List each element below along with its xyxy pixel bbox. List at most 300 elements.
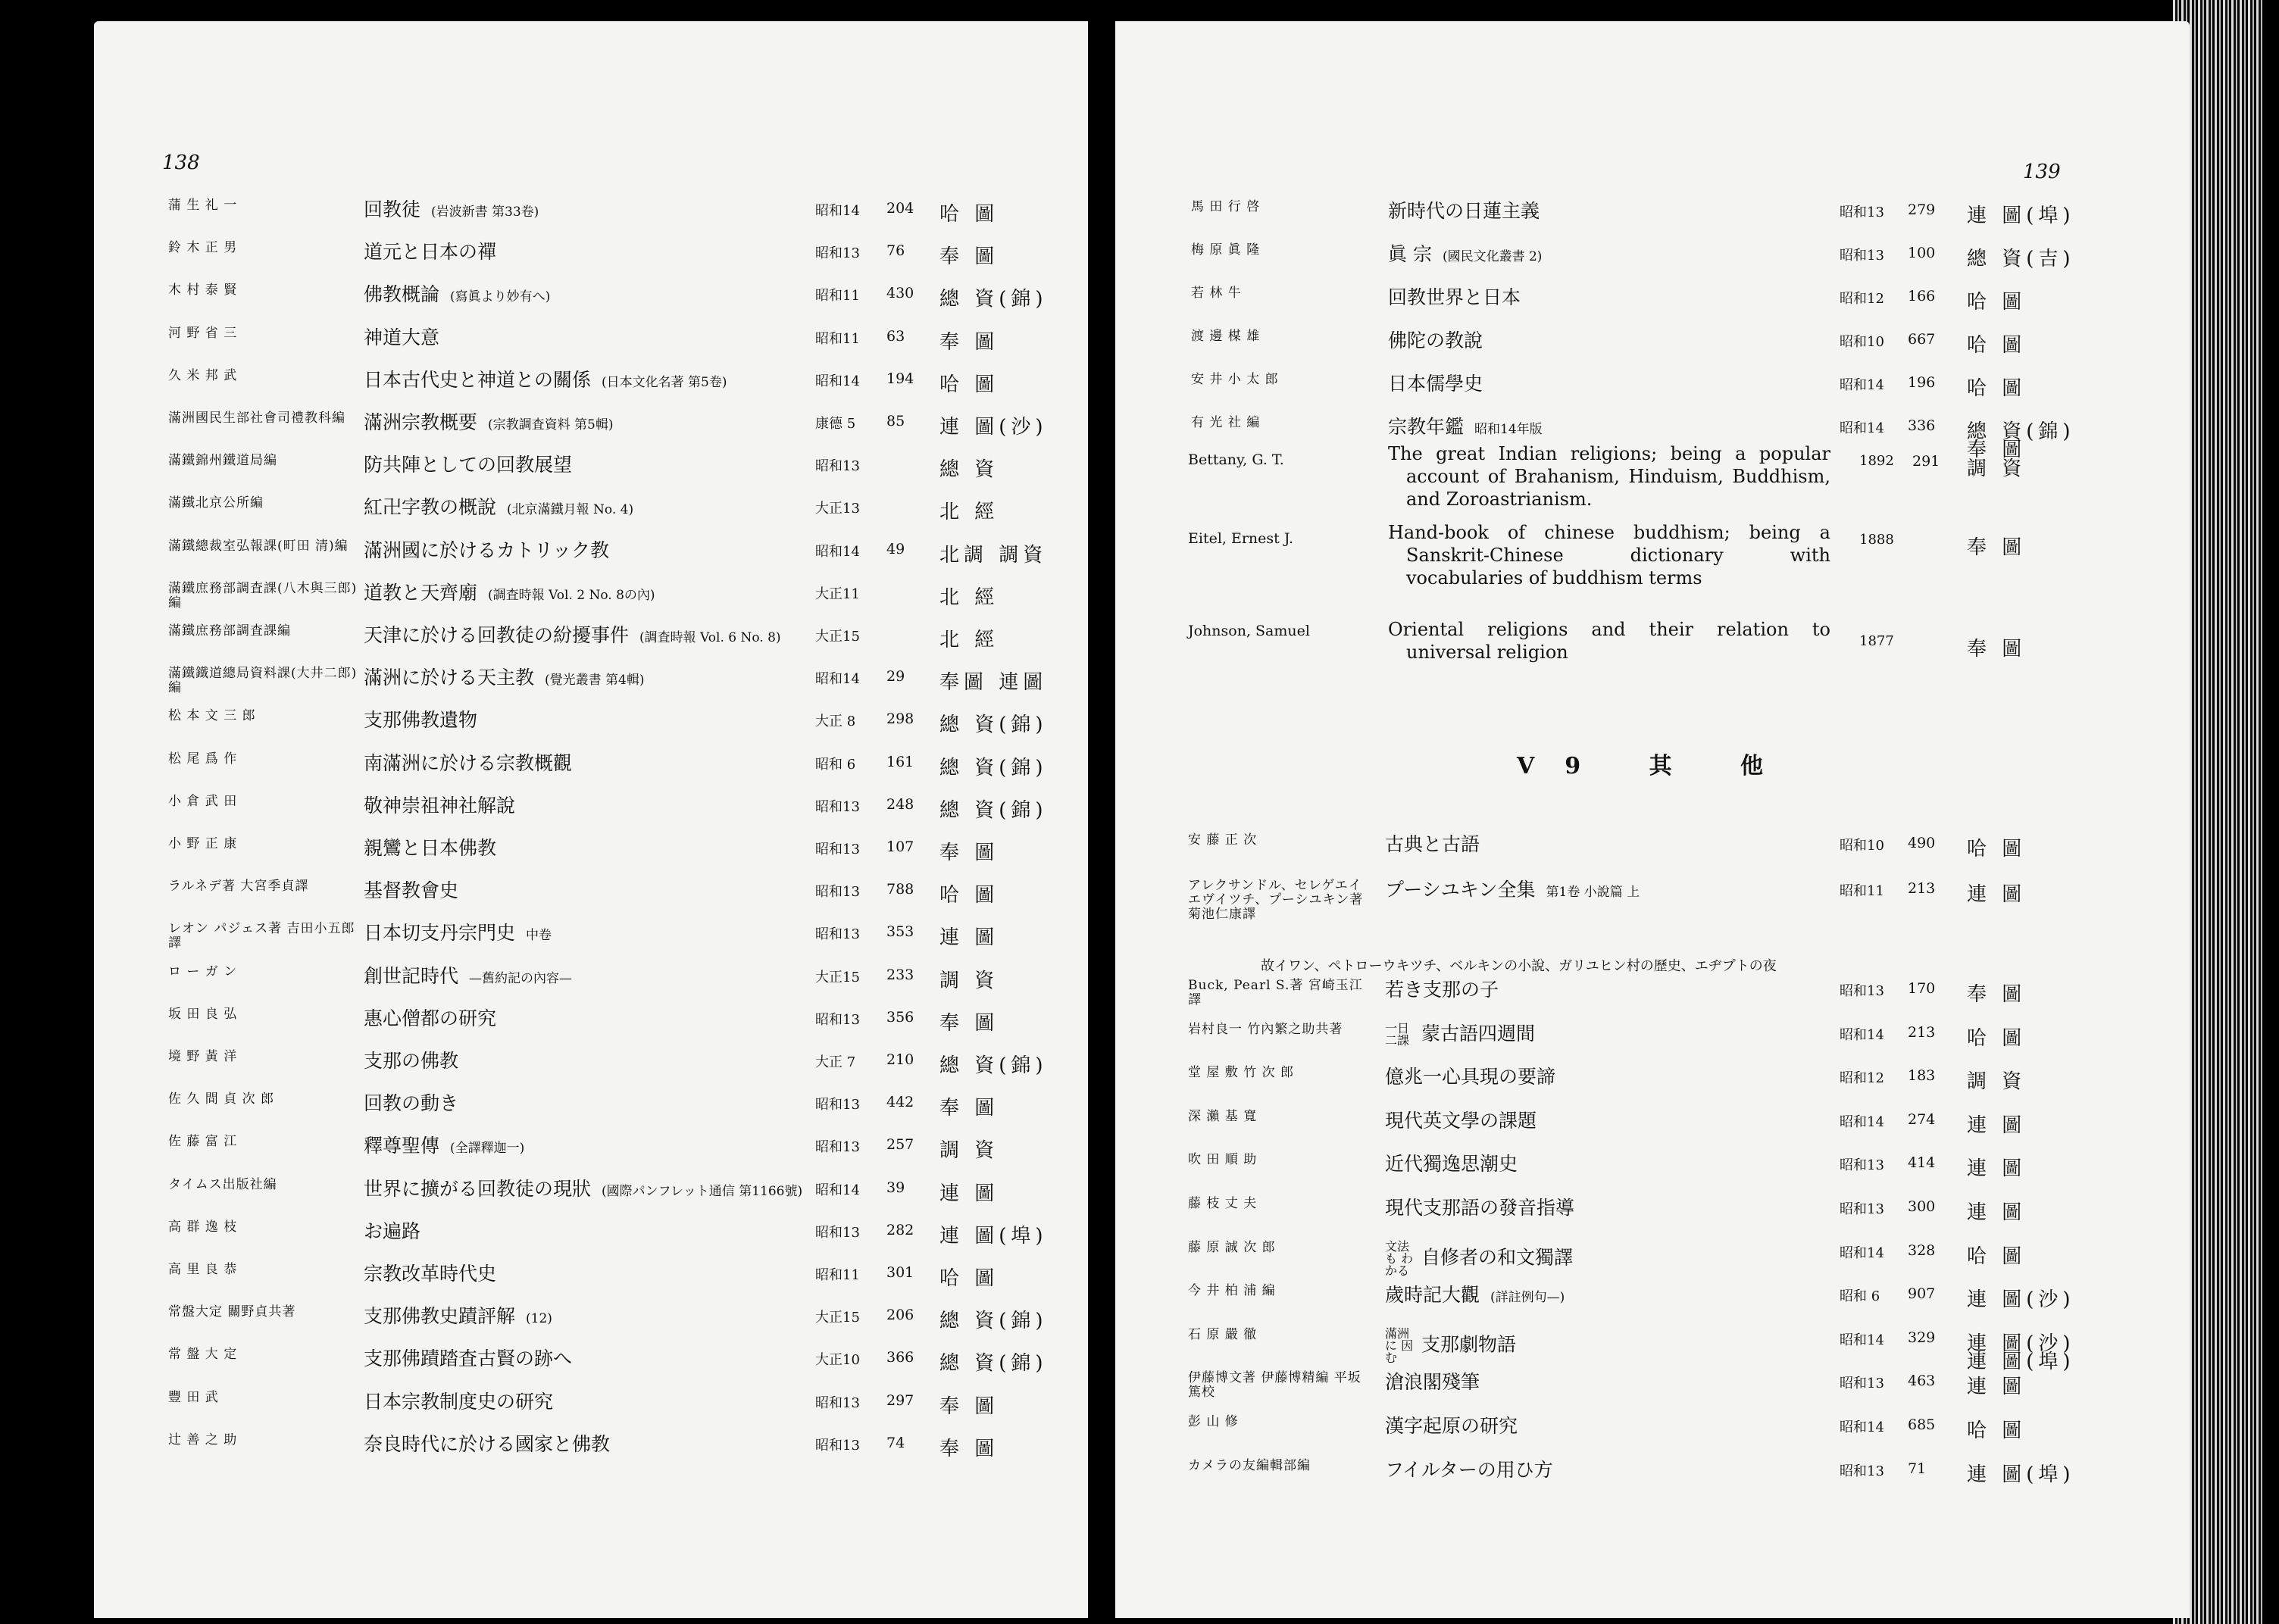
entry-pages: 430	[886, 285, 914, 302]
entry-location: 北 經	[939, 629, 999, 651]
entry-title	[364, 1433, 894, 1455]
entry-author: Bettany, G. T.	[1188, 451, 1284, 468]
entry-pages: 213	[1908, 880, 1936, 897]
entry-pages: 300	[1908, 1198, 1936, 1215]
entry-author: 佐 藤 富 江	[168, 1134, 238, 1150]
entry-year: 昭和11	[815, 1267, 860, 1283]
entry-title-text: 敬神崇祖神社解說	[364, 794, 516, 817]
entry-pages: 206	[886, 1307, 914, 1324]
entry-title	[364, 582, 894, 607]
entry-pages: 196	[1908, 374, 1936, 391]
entry-location: 總 資	[939, 458, 999, 482]
entry-title	[364, 624, 894, 649]
entry-author: Buck, Pearl S.著 宮崎玉江譯	[1188, 978, 1363, 1007]
entry-year: 昭和 6	[815, 756, 856, 773]
entry-year: 昭和13	[815, 884, 860, 901]
entry-author: 安 井 小 太 郎	[1191, 372, 1279, 387]
entry-location: 總 資(錦)	[939, 756, 1048, 779]
entry-title-note: (調査時報 Vol. 2 No. 8の內)	[488, 587, 655, 603]
entry-title	[1385, 1023, 1840, 1048]
entry-location: 調 資	[939, 1139, 999, 1163]
entry-year: 昭和14	[1840, 1419, 1884, 1435]
entry-year: 昭和13	[1840, 248, 1884, 264]
entry-pages: 907	[1908, 1285, 1936, 1303]
entry-pages: 74	[886, 1434, 905, 1451]
entry-title-text: プーシユキン全集	[1385, 879, 1536, 901]
entry-year: 昭和13	[1840, 1463, 1884, 1479]
entry-title-text: 創世記時代	[364, 964, 459, 987]
entry-location: 連 圖	[1967, 1201, 2027, 1224]
entry-location: 奉 圖	[939, 1097, 999, 1120]
entry-author: 滿鐵庶務部調査課(八木與三郎)編	[168, 580, 358, 611]
entry-title	[1385, 1238, 1840, 1278]
entry-title-text: 日本古代史と神道との關係	[364, 368, 592, 391]
entry-author: 高 里 良 恭	[168, 1262, 238, 1277]
entry-title-text: 滄浪閣殘筆	[1385, 1371, 1480, 1394]
entry-location: 奉 圖	[939, 1394, 999, 1418]
entry-title-text: 天津に於ける回教徒の紛擾事件	[364, 624, 630, 646]
entry-pages: 29	[886, 668, 905, 686]
entry-author: Eitel, Ernest J.	[1188, 530, 1294, 547]
entry-title	[364, 1348, 894, 1369]
page-number-right: 139	[2023, 161, 2061, 183]
entry-title-text: 支那佛蹟踏査古賢の跡へ	[364, 1348, 573, 1370]
entry-pages: 442	[886, 1094, 914, 1111]
entry-title-note: 昭和14年版	[1474, 422, 1543, 437]
entry-title: The great Indian religions; being a popular account of Brahanism, Hinduism, Buddhism, and Zoroastrianism.	[1388, 443, 1830, 510]
entry-title	[1388, 243, 1812, 268]
entry-title-text: お遍路	[364, 1220, 421, 1242]
entry-author: 藤 原 誠 次 郎	[1188, 1239, 1276, 1255]
entry-title	[364, 752, 894, 774]
entry-title	[1385, 1371, 1840, 1393]
entry-pages: 279	[1908, 201, 1936, 218]
entry-year: 1877	[1859, 633, 1894, 649]
entry-year: 大正 8	[815, 714, 856, 730]
entry-author: 辻 善 之 助	[168, 1432, 238, 1448]
entry-location: 總 資(吉)	[1967, 248, 2075, 270]
entry-title	[364, 539, 894, 561]
entry-author: Johnson, Samuel	[1188, 623, 1310, 639]
entry-author: 吹 田 順 助	[1188, 1152, 1258, 1168]
entry-title-note: (寫眞より妙有へ)	[450, 289, 551, 305]
entry-title-text: 日本儒學史	[1388, 373, 1483, 395]
entry-pages: 291	[1912, 453, 1940, 470]
entry-author: カメラの友編輯部編	[1188, 1457, 1311, 1473]
entry-year: 昭和12	[1840, 291, 1884, 307]
entry-location: 哈 圖	[1967, 334, 2027, 357]
entry-title	[364, 326, 894, 348]
entry-title-note: (北京滿鐵月報 No. 4)	[507, 502, 634, 518]
entry-title-text: 回教世界と日本	[1388, 286, 1521, 308]
entry-title	[1385, 1415, 1840, 1437]
entry-title-note: (詳註例句—)	[1490, 1290, 1565, 1306]
entry-year: 昭和13	[815, 458, 860, 475]
entry-title	[364, 837, 894, 859]
entry-year: 昭和10	[1840, 334, 1884, 350]
entry-title-note: (岩波新書 第33卷)	[431, 205, 539, 220]
entry-location: 奉 圖	[939, 1011, 999, 1035]
entry-author: アレクサンドル、セレゲエイエヴイツチ、プーシユキン著 菊池仁康譯	[1188, 878, 1364, 922]
section-heading: V9 其 他	[1517, 753, 1794, 779]
entry-year: 昭和13	[815, 245, 860, 262]
entry-location: 奉 圖	[939, 842, 999, 864]
entry-year: 昭和13	[815, 1011, 860, 1028]
entry-location: 連 圖	[1967, 1113, 2027, 1137]
entry-pages: 301	[886, 1264, 914, 1281]
entry-pages: 170	[1908, 980, 1936, 997]
entry-author: ロ ー ガ ン	[168, 963, 238, 979]
entry-pages: 248	[886, 795, 914, 813]
entry-pages: 366	[886, 1349, 914, 1366]
entry-title	[364, 879, 894, 901]
entry-title	[1385, 1328, 1840, 1364]
entry-title	[1388, 416, 1812, 441]
entry-author: 渡 邊 楳 雄	[1191, 329, 1261, 344]
entry-title-note: 第1卷 小說篇 上	[1546, 885, 1640, 900]
entry-author: 豐 田 武	[168, 1389, 219, 1405]
entry-author: 堂 屋 敷 竹 次 郎	[1188, 1065, 1295, 1081]
entry-title	[1385, 1284, 1840, 1309]
entry-title	[1385, 1197, 1840, 1219]
entry-location-2: 連 圖(埠)	[1967, 1350, 2075, 1373]
entry-author: 小 野 正 康	[168, 836, 238, 851]
entry-title-text: 佛陀の教說	[1388, 329, 1483, 351]
entry-author: 常 盤 大 定	[168, 1347, 238, 1363]
entry-location: 哈 圖	[939, 1267, 999, 1290]
entry-title-text: 奈良時代に於ける國家と佛教	[364, 1432, 611, 1455]
entry-year: 昭和14	[1840, 420, 1884, 436]
entry-pages: 336	[1908, 417, 1936, 434]
entry-title-text: 滿洲に於ける天主教	[364, 667, 535, 689]
entry-location: 奉圖 連圖	[939, 671, 1048, 695]
entry-year: 昭和13	[815, 1139, 860, 1156]
entry-title-note: (日本文化名著 第5卷)	[602, 374, 727, 390]
entry-title-text: 現代英文學の課題	[1385, 1109, 1537, 1132]
entry-title-text: 億兆一心具現の要諦	[1385, 1066, 1556, 1088]
entry-pages: 100	[1908, 245, 1936, 261]
entry-pages: 685	[1908, 1416, 1936, 1433]
entry-author: 松 本 文 三 郎	[168, 708, 256, 724]
entry-year: 昭和11	[1840, 883, 1884, 899]
entry-author: 蒲 生 礼 一	[168, 198, 238, 213]
entry-location: 哈 圖	[939, 373, 999, 396]
entry-pages: 210	[886, 1051, 914, 1068]
entry-year: 昭和 6	[1840, 1288, 1880, 1305]
entry-location: 奉 圖	[939, 330, 999, 354]
entry-location: 連 圖	[939, 926, 999, 950]
entry-author: 岩村良一 竹內繁之助共著	[1188, 1021, 1343, 1037]
entry-author: 木 村 泰 賢	[168, 283, 238, 298]
entry-title	[364, 1050, 894, 1072]
entry-author: 滿鐵總裁室弘報課(町田 清)編	[168, 538, 349, 554]
entry-title-text: 近代獨逸思潮史	[1385, 1153, 1518, 1176]
entry-title-prefix: 滿洲に 因 む	[1385, 1326, 1414, 1365]
left-page	[94, 21, 1088, 1618]
entry-title	[364, 369, 894, 394]
entry-location: 連 圖	[1967, 883, 2027, 906]
entry-pages: 356	[886, 1008, 914, 1026]
entry-year: 昭和13	[815, 842, 860, 857]
entry-title-text: 防共陣としての回教展望	[364, 454, 573, 476]
entry-year: 昭和14	[815, 373, 860, 389]
entry-title-text: 道元と日本の禪	[364, 241, 497, 264]
entry-year: 昭和10	[1840, 838, 1884, 854]
entry-title-text: 新時代の日蓮主義	[1388, 200, 1540, 222]
entry-location: 哈 圖	[939, 203, 999, 226]
entry-pages: 274	[1908, 1110, 1936, 1128]
entry-year: 昭和13	[1840, 1201, 1884, 1217]
entry-pages: 353	[886, 923, 914, 941]
entry-location: 奉 圖	[939, 1437, 999, 1460]
entry-pages: 71	[1908, 1460, 1927, 1477]
entry-title	[364, 709, 894, 731]
entry-location: 奉 圖	[1967, 638, 2027, 661]
entry-pages: 257	[886, 1136, 914, 1154]
entry-author: 深 瀨 基 寬	[1188, 1108, 1258, 1124]
entry-title	[364, 965, 894, 990]
entry-location: 調 資	[939, 969, 999, 992]
entry-location: 連 圖	[1967, 1376, 2027, 1399]
entry-year: 昭和11	[815, 288, 860, 304]
entry-pages: 166	[1908, 288, 1936, 304]
entry-location: 總 資(錦)	[939, 714, 1048, 737]
entry-title-text: 支那劇物語	[1421, 1333, 1517, 1356]
entry-location: 連 圖(埠)	[1967, 205, 2075, 227]
entry-title-text: フイルターの用ひ方	[1385, 1458, 1553, 1481]
entry-title	[364, 241, 894, 263]
entry-title-text: 基督教會史	[364, 879, 459, 902]
entry-title-text: 歲時記大觀	[1385, 1284, 1480, 1307]
entry-title-text: 宗教年鑑	[1388, 416, 1465, 438]
entry-title	[364, 1092, 894, 1114]
entry-title	[364, 411, 894, 436]
entry-title-text: 支那佛教史蹟評解	[364, 1305, 516, 1328]
entry-title-text: 漢字起原の研究	[1385, 1415, 1518, 1437]
entry-year: 大正11	[815, 586, 860, 602]
entry-year: 大正15	[815, 629, 860, 645]
entry-title-prefix: 文法も わかる	[1385, 1238, 1414, 1278]
entry-year: 昭和14	[1840, 1113, 1884, 1130]
entry-title-note: —舊約記の內容—	[469, 970, 573, 986]
entry-year: 昭和11	[815, 330, 860, 347]
entry-title-note: (國民文化叢書 2)	[1442, 249, 1543, 264]
entry-year: 昭和13	[815, 1224, 860, 1241]
entry-author: 高 群 逸 枝	[168, 1219, 238, 1235]
entry-pages: 282	[886, 1221, 914, 1238]
entry-year: 昭和14	[1840, 1332, 1884, 1348]
entry-year: 昭和14	[815, 543, 860, 560]
entry-title	[1385, 879, 1840, 904]
entry-pages: 76	[886, 242, 905, 260]
entry-year: 昭和13	[815, 798, 860, 815]
entry-year: 大正15	[815, 969, 860, 985]
entry-title	[364, 454, 894, 476]
entry-title-note: (12)	[526, 1311, 552, 1327]
entry-author: 石 原 嚴 徹	[1188, 1326, 1258, 1342]
entry-location: 哈 圖	[1967, 291, 2027, 314]
entry-author: 馬 田 行 啓	[1191, 199, 1261, 214]
entry-pages: 298	[886, 710, 914, 728]
entry-title	[1388, 329, 1812, 351]
entry-location: 總 資(錦)	[939, 288, 1048, 311]
entry-pages: 161	[886, 753, 914, 770]
entry-location: 連 圖(埠)	[1967, 1463, 2075, 1486]
entry-location: 奉 圖	[939, 245, 999, 269]
entry-author: 常盤大定 關野貞共著	[168, 1304, 296, 1320]
entry-title-text: 蒙古語四週間	[1421, 1022, 1536, 1045]
entry-title	[1385, 1153, 1840, 1175]
entry-year: 1892	[1859, 453, 1894, 469]
entry-pages: 490	[1908, 835, 1936, 851]
entry-year: 昭和12	[1840, 1070, 1884, 1087]
entry-title: Oriental religions and their relation to universal religion	[1388, 619, 1830, 663]
entry-year: 昭和14	[815, 203, 860, 219]
entry-title	[1385, 1459, 1840, 1481]
entry-author: 有 光 社 編	[1191, 415, 1261, 430]
entry-author: 河 野 省 三	[168, 325, 238, 341]
entry-title-text: 親鸞と日本佛教	[364, 837, 497, 859]
entry-author: 松 尾 爲 作	[168, 751, 238, 767]
entry-author: 梅 原 眞 隆	[1191, 242, 1261, 258]
entry-title	[1385, 1110, 1840, 1132]
entry-title-text: 南滿洲に於ける宗教概觀	[364, 751, 573, 774]
entry-title-text: 日本切支丹宗門史	[364, 922, 516, 945]
entry-title	[364, 922, 894, 947]
entry-year: 昭和13	[815, 926, 860, 943]
entry-pages: 414	[1908, 1154, 1936, 1172]
entry-year: 昭和13	[1840, 1157, 1884, 1174]
contents-note: 故イワン、ペトローウキツチ、ベルキンの小說、ガリユヒン村の歷史、エヂプトの夜	[1261, 958, 1777, 974]
entry-title-text: 紅卍字教の概說	[364, 496, 497, 519]
entry-title	[364, 496, 894, 521]
entry-title-text: 釋尊聖傳	[364, 1135, 440, 1157]
entry-title	[364, 1263, 894, 1285]
entry-author: ラルネデ著 大宮季貞譯	[168, 879, 309, 895]
entry-year: 1888	[1859, 532, 1894, 548]
entry-title-note: (調査時報 Vol. 6 No. 8)	[639, 630, 781, 645]
entry-author: タイムス出版社編	[168, 1176, 277, 1192]
entry-location: 連 圖	[939, 1182, 999, 1205]
entry-location: 奉 圖	[1967, 536, 2027, 559]
entry-year: 昭和13	[1840, 205, 1884, 220]
entry-pages: 204	[886, 200, 914, 217]
entry-title	[1385, 1066, 1840, 1088]
page-number-left: 138	[162, 151, 200, 174]
entry-year: 昭和14	[1840, 1026, 1884, 1043]
entry-title	[1385, 979, 1840, 1001]
entry-title	[364, 1178, 894, 1203]
entry-author: 鈴 木 正 男	[168, 240, 238, 256]
entry-title-prefix: 一日 二課	[1385, 1021, 1410, 1048]
entry-location-2: 奉 圖	[1967, 439, 2027, 461]
entry-pages: 39	[886, 1179, 905, 1196]
entry-title-note: (全譯釋迦一)	[450, 1141, 525, 1157]
entry-author: 安 藤 正 次	[1188, 832, 1258, 848]
entry-author: レオン パジェス著 吉田小五郎譯	[168, 921, 355, 951]
entry-title-text: 滿洲宗教概要	[364, 411, 478, 433]
entry-location: 總 資(錦)	[1967, 420, 2075, 443]
entry-location: 連 圖(沙)	[939, 416, 1048, 439]
entry-pages: 213	[1908, 1023, 1936, 1041]
entry-year: 昭和14	[1840, 377, 1884, 393]
entry-title-text: 世界に擴がる回教徒の現狀	[364, 1177, 592, 1200]
entry-pages: 183	[1908, 1067, 1936, 1085]
entry-title: Hand-book of chinese buddhism; being a Sanskrit-Chinese dictionary with vocabularies of buddhism terms	[1388, 522, 1830, 589]
entry-author: 境 野 黃 洋	[168, 1049, 238, 1064]
entry-location: 連 圖(沙)	[1967, 1332, 2075, 1355]
entry-title	[364, 1007, 894, 1029]
entry-pages: 49	[886, 540, 905, 557]
entry-year: 昭和13	[815, 1437, 860, 1454]
entry-pages: 788	[886, 881, 914, 898]
entry-title	[364, 1135, 894, 1160]
entry-year: 昭和14	[1840, 1245, 1884, 1261]
entry-author: 滿鐵庶務部調査課編	[168, 623, 291, 639]
entry-author: 滿鐵北京公所編	[168, 495, 264, 511]
entry-author: 藤 枝 丈 夫	[1188, 1196, 1258, 1211]
entry-year: 大正13	[815, 501, 860, 517]
entry-year: 昭和13	[1840, 983, 1884, 999]
entry-title	[364, 283, 894, 308]
entry-pages: 297	[886, 1391, 914, 1409]
entry-pages: 63	[886, 327, 905, 345]
entry-title	[364, 1391, 894, 1413]
entry-location: 北 經	[939, 586, 999, 609]
entry-author: 坂 田 良 弘	[168, 1006, 238, 1022]
entry-title	[1388, 200, 1812, 222]
entry-location: 總 資(錦)	[939, 1054, 1048, 1077]
book-gutter	[1088, 0, 1115, 1624]
entry-location: 哈 圖	[1967, 1245, 2027, 1268]
entry-title-text: 古典と古語	[1385, 833, 1480, 855]
entry-location: 連 圖(埠)	[939, 1224, 1048, 1248]
entry-year: 大正10	[815, 1352, 860, 1369]
entry-title	[364, 1305, 894, 1330]
entry-location: 北 經	[939, 501, 999, 524]
entry-title-text: 滿洲國に於けるカトリック教	[364, 539, 610, 561]
entry-year: 昭和14	[815, 1182, 860, 1198]
entry-location: 哈 圖	[1967, 1419, 2027, 1442]
entry-pages: 107	[886, 839, 914, 855]
entry-pages: 328	[1908, 1241, 1936, 1259]
entry-title-text: 支那佛教遺物	[364, 709, 478, 732]
entry-location: 調 資	[1967, 1070, 2027, 1094]
entry-location: 連 圖(沙)	[1967, 1288, 2075, 1312]
entry-title	[1388, 373, 1812, 395]
entry-title-text: 回教徒	[364, 198, 421, 220]
entry-author: 久 米 邦 武	[168, 367, 238, 383]
entry-pages: 194	[886, 370, 914, 387]
entry-location: 哈 圖	[1967, 377, 2027, 400]
entry-title	[1388, 286, 1812, 308]
entry-year: 大正15	[815, 1310, 860, 1326]
entry-title	[364, 198, 894, 223]
entry-title-text: 惠心僧都の研究	[364, 1007, 497, 1029]
entry-author: 小 倉 武 田	[168, 793, 238, 809]
entry-title	[364, 1220, 894, 1242]
entry-title-text: 若き支那の子	[1385, 979, 1499, 1001]
entry-location: 連 圖	[1967, 1157, 2027, 1181]
entry-title-text: 自修者の和文獨譯	[1421, 1246, 1574, 1269]
entry-year: 昭和13	[815, 1097, 860, 1113]
entry-year: 昭和13	[1840, 1376, 1884, 1392]
entry-title-text: 支那の佛教	[364, 1050, 459, 1072]
entry-title	[364, 795, 894, 817]
entry-pages: 233	[886, 966, 914, 983]
entry-title-note: (宗教調査資料 第5輯)	[488, 417, 614, 433]
entry-title-note: (覺光叢書 第4輯)	[545, 673, 645, 689]
